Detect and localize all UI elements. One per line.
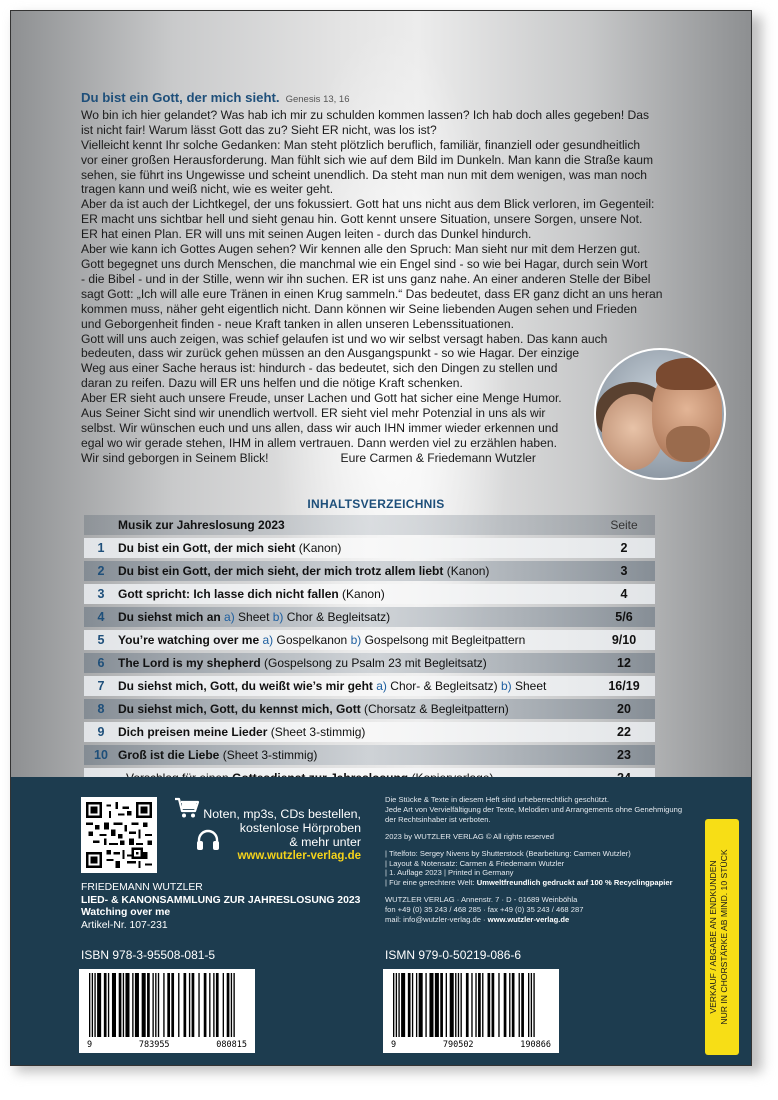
toc-number: 5 <box>97 633 105 647</box>
copyright-line: der Rechtsinhaber ist verboten. <box>385 814 491 824</box>
ismn-digits: 9 790502 190866 <box>391 1040 551 1050</box>
credit-line: | Titelfoto: Sergey Nivens by Shutterstock (Bearbeitung: Carmen Wutzler) <box>385 848 631 858</box>
credit-line: | Für eine gerechtere Welt: Umweltfreundlich gedruckt auf 100 % Recyclingpapier <box>385 878 673 888</box>
sales-notice-line: NUR IN CHORSTÄRKE AB MIND. 10 STÜCK <box>719 849 729 1025</box>
legal-notice <box>385 795 715 925</box>
website-link[interactable]: www.wutzler-verlag.de <box>237 850 361 862</box>
author-name: FRIEDEMANN WUTZLER <box>81 882 203 893</box>
intro-line: Aber wie kann ich Gottes Augen sehen? Wir kennen alle den Spruch: Man sieht nur mit dem Herzen gut. <box>81 242 641 257</box>
toc-number: 3 <box>97 587 105 601</box>
back-cover <box>10 10 752 1066</box>
address-line: WUTZLER VERLAG · Annenstr. 7 · D - 01689 Weinböhla <box>385 895 578 905</box>
credit-line: | 1. Auflage 2023 | Printed in Germany <box>385 868 514 878</box>
toc-row <box>84 584 655 604</box>
toc-entry-title: Du siehst mich, Gott, du kennst mich, Gott (Chorsatz & Begleitpattern) <box>118 702 509 716</box>
toc-number: 9 <box>97 725 105 739</box>
toc-header-title: Musik zur Jahreslosung 2023 <box>118 518 285 532</box>
intro-line: Weg aus einer Sache heraus ist: hindurch - das bedeutet, sich den Dingen zu stellen und <box>81 361 558 376</box>
toc-entry-title: Du siehst mich, Gott, du weißt wie’s mir geht a) Chor- & Begleitsatz) b) Sheet <box>118 679 547 693</box>
photo-man-hair <box>656 358 718 390</box>
toc-page: 5/6 <box>615 610 633 624</box>
toc-row <box>84 676 655 696</box>
intro-line: ER hat einen Plan. ER will uns mit seinen Augen leiten - durch das Dunkel hindurch. <box>81 227 532 242</box>
intro-line: vor einer großen Herausforderung. Man fühlt sich wie auf dem Bild im Dunkeln. Man kann die Straße kaum <box>81 152 654 167</box>
article-number: Artikel-Nr. 107-231 <box>81 919 168 931</box>
closing-line: Wir sind geborgen in Seinem Blick! <box>81 450 269 465</box>
intro-headline: Du bist ein Gott, der mich sieht. <box>81 90 280 105</box>
intro-line: kommen muss, näher geht eigentlich nicht. Dann können wir Seine liebenden Augen sehen und Frieden <box>81 301 637 316</box>
isbn-digits: 9 783955 080815 <box>87 1040 247 1050</box>
collection-title: LIED- & KANONSAMMLUNG ZUR JAHRESLOSUNG 2023 <box>81 894 361 906</box>
publication-info <box>81 882 360 932</box>
intro-line: Gott will uns auch zeigen, was schief gelaufen ist und wo wir selbst versagt haben. Das kann auch <box>81 331 608 346</box>
toc-row <box>84 607 655 627</box>
copyright-line: Die Stücke & Texte in diesem Heft sind urheberrechtlich geschützt. <box>385 795 609 804</box>
toc-page: 22 <box>617 725 631 739</box>
ismn-label: ISMN 979-0-50219-086-6 <box>385 948 522 962</box>
toc-number: 10 <box>94 748 108 762</box>
toc-page: 2 <box>620 541 628 555</box>
intro-line: egal wo wir gerade stehen, IHM in allem vertrauen. Dann werden viel zu erzählen haben. <box>81 435 557 450</box>
toc-page: 23 <box>617 748 631 762</box>
order-line: Noten, mp3s, CDs bestellen, <box>203 807 361 821</box>
toc-entry-title: Du bist ein Gott, der mich sieht (Kanon) <box>118 541 342 555</box>
order-line: & mehr unter <box>289 835 361 849</box>
intro-line: tragen kann und weiß nicht, wie es weiter geht. <box>81 182 334 197</box>
toc-number: 7 <box>97 679 105 693</box>
qr-code[interactable] <box>81 797 157 873</box>
toc-number: 2 <box>97 564 105 578</box>
toc-page: 4 <box>620 587 628 601</box>
table-of-contents <box>84 515 655 788</box>
intro-line: ist nicht fair! Warum lässt Gott das zu? Sieht ER nicht, was los ist? <box>81 122 437 137</box>
toc-header <box>84 515 655 535</box>
ismn-barcode <box>383 969 559 1053</box>
credit-line: | Layout & Notensatz: Carmen & Friedemann Wutzler <box>385 858 565 868</box>
toc-entry-title: Gott spricht: Ich lasse dich nicht fallen (Kanon) <box>118 587 385 601</box>
toc-entry-title: The Lord is my shepherd (Gospelsong zu Psalm 23 mit Begleitsatz) <box>118 656 487 670</box>
authors-photo <box>594 348 726 480</box>
toc-page: 12 <box>617 656 631 670</box>
toc-number: 1 <box>97 541 105 555</box>
toc-page: 9/10 <box>611 633 637 647</box>
intro-line: Aus Seiner Sicht sind wir unendlich wertvoll. ER sieht viel mehr Potenzial in uns als wir <box>81 406 546 421</box>
intro-line: und Geborgenheit finden - neue Kraft tanken in allen unseren Lebenssituationen. <box>81 316 515 331</box>
toc-header-page: Seite <box>610 518 638 532</box>
intro-line: Aber da ist auch der Lichtkegel, der uns fokussiert. Gott hat uns nicht aus dem Blick verloren, im Gegenteil: <box>81 197 655 212</box>
intro-line: Gott begegnet uns durch Menschen, die manchmal wie ein Engel sind - so wie bei Hagar, durch sein Wort <box>81 256 648 271</box>
copyright-line: Jede Art von Vervielfältigung der Texte, Melodien und Arrangements ohne Genehmigung <box>385 804 683 814</box>
toc-title: INHALTSVERZEICHNIS <box>307 497 445 511</box>
toc-number: 6 <box>97 656 105 670</box>
toc-row <box>84 538 655 558</box>
toc-page: 16/19 <box>608 679 640 693</box>
sales-notice-line: VERKAUF / ABGABE AN ENDKUNDEN <box>708 860 718 1014</box>
toc-row <box>84 561 655 581</box>
intro-line: - die Bibel - und in der Stille, wenn wir ihn suchen. ER ist uns ganz nahe. An einer anderen Stelle der Bibel <box>81 271 651 286</box>
toc-entry-title: Du siehst mich an a) Sheet b) Chor & Begleitsatz) <box>118 610 391 624</box>
intro-line: Wo bin ich hier gelandet? Was hab ich mir zu schulden kommen lassen? Ich hab doch alles gegeben! Das <box>81 107 650 122</box>
address-line: mail: info@wutzler-verlag.de · www.wutzler-verlag.de <box>385 915 570 925</box>
signature: Eure Carmen & Friedemann Wutzler <box>340 450 536 465</box>
intro-line: sagt Gott: „Ich will alle eure Tränen in einen Krug sammeln.“ Das bedeutet, dass ER ganz dicht an uns heran <box>81 286 663 301</box>
order-line: kostenlose Hörproben <box>239 821 361 835</box>
intro-line: bedeuten, dass wir zurück gehen müssen an den Ausgangspunkt - so wie Hagar. Der einzige <box>81 346 580 361</box>
toc-row <box>84 630 655 650</box>
intro-line: ER macht uns sichtbar hell und sieht genau hin. Gott kennt unsere Situation, unsere Sorgen, unsere Not. <box>81 212 643 227</box>
toc-entry-title: You’re watching over me a) Gospelkanon b) Gospelsong mit Begleitpattern <box>118 633 526 647</box>
sales-notice <box>708 822 736 1052</box>
toc-entry-title: Groß ist die Liebe (Sheet 3-stimmig) <box>118 748 318 762</box>
isbn-label: ISBN 978-3-95508-081-5 <box>81 948 216 962</box>
toc-page: 20 <box>617 702 631 716</box>
toc-entry-title: Dich preisen meine Lieder (Sheet 3-stimmig) <box>118 725 366 739</box>
toc-number: 8 <box>97 702 105 716</box>
bible-reference: Genesis 13, 16 <box>285 94 350 105</box>
publisher-footer <box>11 777 752 1066</box>
toc-row <box>84 699 655 719</box>
rights-line: 2023 by WUTZLER VERLAG © All rights reserved <box>385 831 554 841</box>
toc-entry-title: Du bist ein Gott, der mich sieht, der mich trotz allem liebt (Kanon) <box>118 564 490 578</box>
intro-line: Vielleicht kennt Ihr solche Gedanken: Man steht plötzlich beruflich, familiär, finanziell oder gesundheitlich <box>81 137 641 152</box>
photo-man-beard <box>666 426 710 462</box>
intro-line: sehen, sie führt ins Ungewisse und scheint unendlich. Da steht man nun mit dem wenigen, was man noch <box>81 167 648 182</box>
intro-line: Aber ER sieht auch unsere Freude, unser Lachen und Gott hat sicher eine Menge Humor. <box>81 391 562 406</box>
intro-line: selbst. Wir wünschen euch und uns allen, dass wir auch IHN immer wieder erkennen und <box>81 420 559 435</box>
address-line: fon +49 (0) 35 243 / 468 285 · fax +49 (0) 35 243 / 468 287 <box>385 905 584 915</box>
toc-row <box>84 722 655 742</box>
toc-page: 3 <box>620 564 628 578</box>
collection-subtitle: Watching over me <box>81 907 171 918</box>
toc-number: 4 <box>97 610 105 624</box>
isbn-barcode <box>79 969 255 1053</box>
intro-line: daran zu reifen. Dazu will ER uns helfen und die nötige Kraft schenken. <box>81 376 463 391</box>
toc-row <box>84 745 655 765</box>
toc-row <box>84 653 655 673</box>
order-info <box>191 807 361 863</box>
